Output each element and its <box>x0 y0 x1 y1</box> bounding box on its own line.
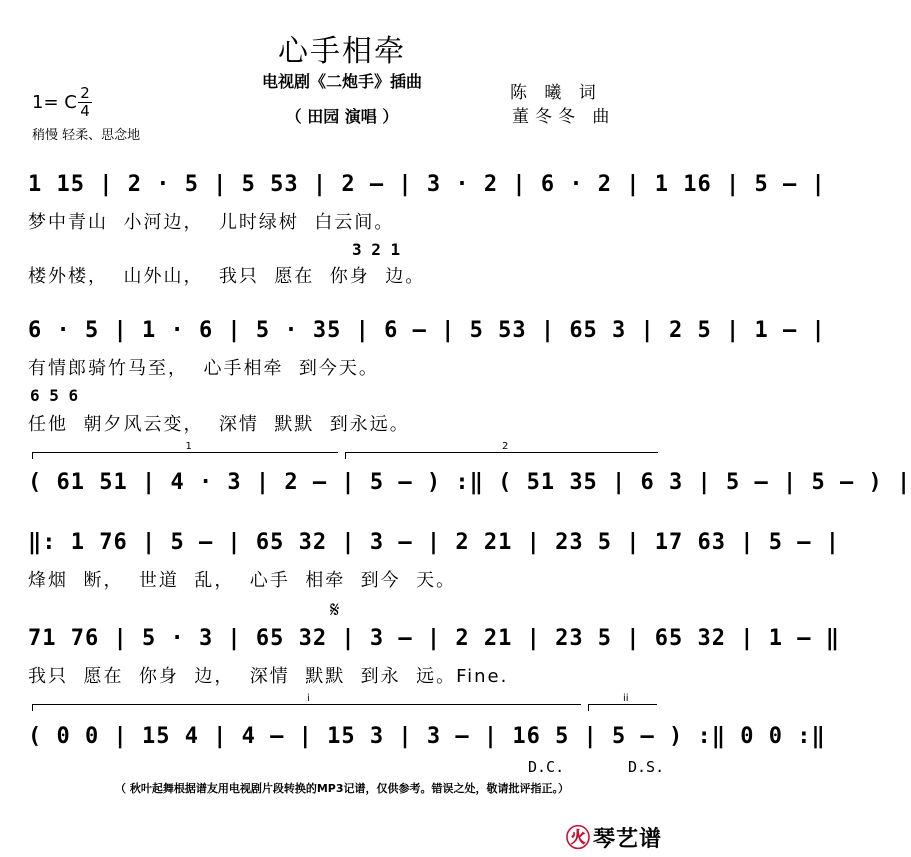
ending-number-2: 2 <box>502 441 509 452</box>
notation-row-3: ( 61 51 | 4 · 3 | 2 – | 5 – ) :‖ ( 51 35 | 6 3 | 5 – | 5 – ) | <box>28 470 911 495</box>
time-bottom: 4 <box>80 102 90 120</box>
lyric-row-2b: 任他 朝夕风云变， 深情 默默 到永远。 <box>28 414 410 435</box>
lyric-row-4: 烽烟 断， 世道 乱， 心手 相牵 到今 天。 <box>28 570 457 591</box>
footnote: （ 秋叶起舞根据谱友用电视剧片段转换的MP3记谱，仅供参考。错误之处，敬请批评指正。） <box>115 782 569 795</box>
lyric-row-5: 我只 愿在 你身 边， 深情 默默 到永 远。Fine. <box>28 666 509 687</box>
lyric-row-2a: 有情郎骑竹马至， 心手相牵 到今天。 <box>28 358 379 379</box>
ending-bracket-ii <box>588 693 657 711</box>
song-subtitle: 电视剧《二炮手》插曲 <box>261 72 422 91</box>
ending-number-i: i <box>307 693 310 704</box>
grace-notes-2: 6 5 6 <box>30 386 79 405</box>
ending-bracket-i <box>32 693 581 711</box>
logo-mark-icon: ㊋ <box>566 824 591 852</box>
ending-bracket-2 <box>345 441 658 459</box>
notation-row-6: ( 0 0 | 15 4 | 4 – | 15 3 | 3 – | 16 5 | 5 – ) :‖ 0 0 :‖ <box>28 724 826 749</box>
key-signature: 1= C <box>32 92 77 113</box>
grace-notes-1: 3 2 1 <box>352 240 401 259</box>
logo-text: 琴艺谱 <box>593 827 663 852</box>
notation-row-5: 71 76 | 5 · 3 | 65 32 | 3 – | 2 21 | 23 5 | 65 32 | 1 – ‖ <box>28 626 840 651</box>
song-title: 心手相牵 <box>278 34 406 69</box>
singer-credit: （ 田园 演唱 ） <box>285 107 399 126</box>
ending-number-ii: ii <box>623 693 629 704</box>
ending-number-1: 1 <box>185 441 192 452</box>
lyric-row-1a: 梦中青山 小河边， 儿时绿树 白云间。 <box>28 212 395 233</box>
dal-segno-mark: D.S. <box>628 758 665 776</box>
site-logo <box>566 818 662 853</box>
notation-row-2: 6 · 5 | 1 · 6 | 5 · 35 | 6 – | 5 53 | 65 3 | 2 5 | 1 – | <box>28 318 826 343</box>
notation-row-1: 1 15 | 2 · 5 | 5 53 | 2 – | 3 · 2 | 6 · 2 | 1 16 | 5 – | <box>28 172 826 197</box>
lyricist-credit: 陈 曦 词 <box>510 83 602 103</box>
notation-row-4: ‖: 1 76 | 5 – | 65 32 | 3 – | 2 21 | 23 5 | 17 63 | 5 – | <box>28 530 840 555</box>
time-top: 2 <box>80 84 90 102</box>
da-capo-mark: D.C. <box>528 758 565 776</box>
tempo-marking: 稍慢 轻柔、思念地 <box>32 128 141 143</box>
time-signature <box>78 86 92 119</box>
segno-sign: 𝄋 <box>330 598 340 623</box>
composer-credit: 董冬冬 曲 <box>512 107 616 127</box>
ending-bracket-1 <box>32 441 338 459</box>
lyric-row-1b: 楼外楼， 山外山， 我只 愿在 你身 边。 <box>28 266 426 287</box>
